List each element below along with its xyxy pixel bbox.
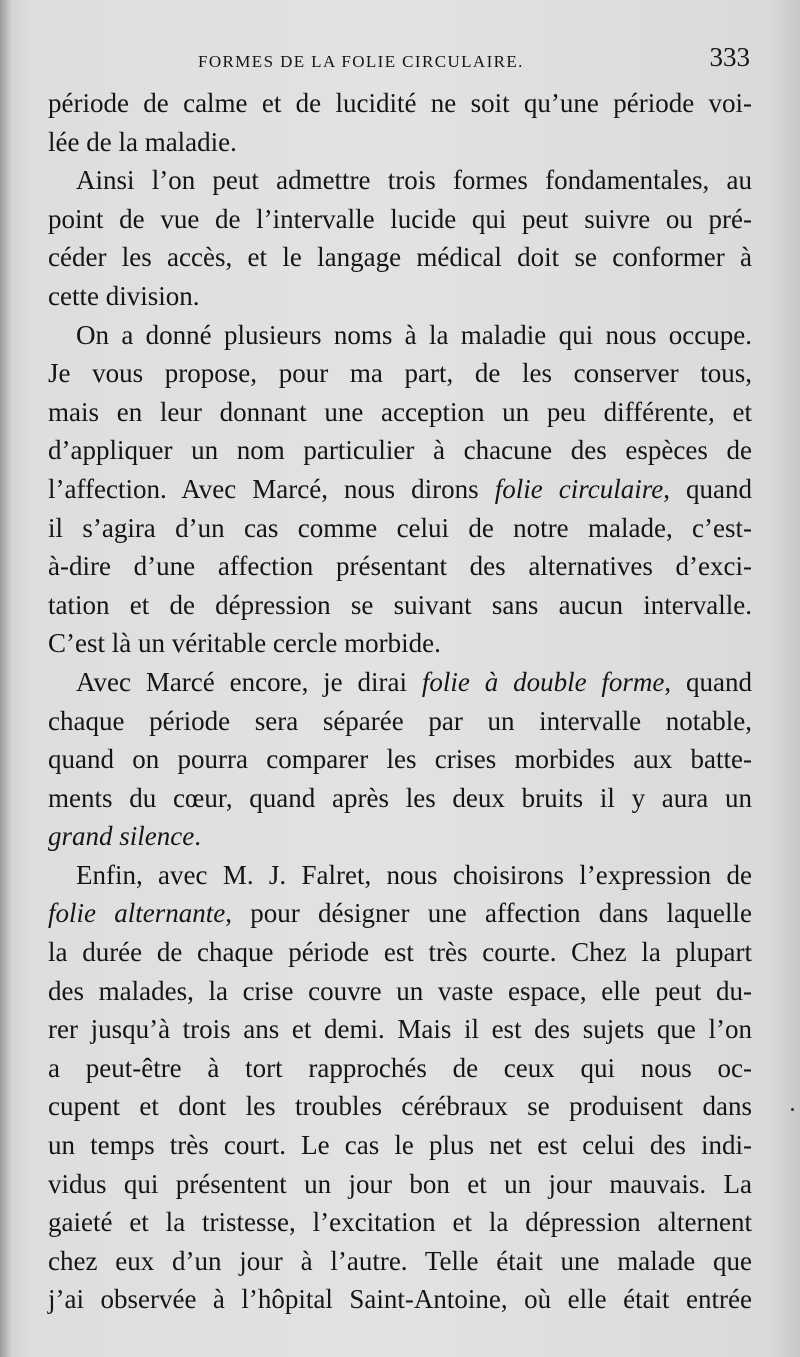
text-line [48, 740, 752, 779]
text-segment: mais en leur donnant une acception un peu différente, et [48, 396, 752, 427]
text-line [48, 972, 752, 1011]
text-segment: point de vue de l’intervalle lucide qui peut suivre ou pré- [48, 203, 752, 234]
text-segment: Avec Marcé encore, je dirai [76, 666, 422, 697]
text-line [48, 354, 752, 393]
text-segment: , quand [664, 666, 752, 697]
text-line [48, 1165, 752, 1204]
text-segment: d’appliquer un nom particulier à chacune des espèces de [48, 435, 752, 466]
text-segment: chez eux d’un jour à l’autre. Telle était une malade que [48, 1245, 752, 1276]
text-segment: Ainsi l’on peut admettre trois formes fondamentales, au [76, 165, 752, 196]
text-line [48, 316, 752, 355]
italic-phrase: grand silence [48, 821, 195, 852]
text-line [48, 431, 752, 470]
text-segment: céder les accès, et le langage médical doit se conformer à [48, 242, 752, 273]
text-segment: cupent et dont les troubles cérébraux se produisent dans [48, 1091, 752, 1122]
text-line [48, 624, 752, 663]
text-line [48, 470, 752, 509]
text-segment: l’affection. Avec Marcé, nous dirons [48, 473, 495, 504]
page-gutter-shadow [0, 0, 12, 1357]
text-segment: C’est là un véritable cercle morbide. [48, 628, 441, 659]
text-line [48, 277, 752, 316]
text-segment: , quand [663, 473, 752, 504]
italic-phrase: folie alternante [48, 898, 226, 929]
text-segment: tation et de dépression se suivant sans aucun intervalle. [48, 589, 752, 620]
text-line [48, 817, 752, 856]
text-segment: j’ai observée à l’hôpital Saint-Antoine, où elle était entrée [48, 1284, 752, 1315]
text-line [48, 238, 752, 277]
text-segment: quand on pourra comparer les crises morbides aux batte- [48, 744, 752, 775]
text-line [48, 161, 752, 200]
text-segment: On a donné plusieurs noms à la maladie qui nous occupe. [76, 319, 752, 350]
text-line [48, 123, 752, 162]
page-header [48, 40, 752, 76]
text-line [48, 1010, 752, 1049]
text-line [48, 1049, 752, 1088]
text-line [48, 547, 752, 586]
text-segment: cette division. [48, 280, 200, 311]
text-segment: a peut-être à tort rapprochés de ceux qui nous oc- [48, 1052, 752, 1083]
text-line [48, 1203, 752, 1242]
running-head: FORMES DE LA FOLIE CIRCULAIRE. [198, 52, 524, 71]
text-line [48, 509, 752, 548]
text-line [48, 779, 752, 818]
text-segment: il s’agira d’un cas comme celui de notre malade, c’est- [48, 512, 752, 543]
text-line [48, 933, 752, 972]
text-line [48, 586, 752, 625]
text-segment: un temps très court. Le cas le plus net est celui des indi- [48, 1130, 752, 1161]
body-text [48, 84, 752, 1319]
text-line [48, 393, 752, 432]
text-segment: ments du cœur, quand après les deux bruits il y aura un [48, 782, 752, 813]
text-segment: vidus qui présentent un jour bon et un jour mauvais. La [48, 1168, 752, 1199]
text-line [48, 1242, 752, 1281]
text-line [48, 1087, 752, 1126]
text-segment: période de calme et de lucidité ne soit qu’une période voi- [48, 88, 752, 118]
text-line [48, 856, 752, 895]
italic-phrase: folie circulaire [494, 473, 664, 504]
text-segment: . [194, 821, 201, 852]
text-segment: Enfin, avec M. J. Falret, nous choisirons l’expression de [76, 859, 752, 890]
text-line [48, 663, 752, 702]
text-line [48, 84, 752, 123]
page-number: 333 [709, 42, 750, 72]
text-segment: des malades, la crise couvre un vaste espace, elle peut du- [48, 975, 752, 1006]
text-segment: rer jusqu’à trois ans et demi. Mais il est des sujets que l’on [48, 1014, 752, 1045]
text-segment: lée de la maladie. [48, 126, 237, 157]
text-line [48, 1280, 752, 1319]
text-line [48, 702, 752, 741]
text-line [48, 894, 752, 933]
italic-phrase: folie à double forme [421, 666, 665, 697]
text-line [48, 1126, 752, 1165]
text-segment: chaque période sera séparée par un intervalle notable, [48, 705, 752, 736]
text-segment: , pour désigner une affection dans laquelle [225, 898, 753, 929]
text-segment: à-dire d’une affection présentant des alternatives d’exci- [48, 551, 752, 582]
print-speck [791, 1108, 794, 1111]
text-segment: gaieté et la tristesse, l’excitation et la dépression alternent [48, 1207, 752, 1238]
text-segment: Je vous propose, pour ma part, de les conserver tous, [48, 358, 752, 389]
text-line [48, 200, 752, 239]
text-segment: la durée de chaque période est très courte. Chez la plupart [48, 937, 752, 968]
